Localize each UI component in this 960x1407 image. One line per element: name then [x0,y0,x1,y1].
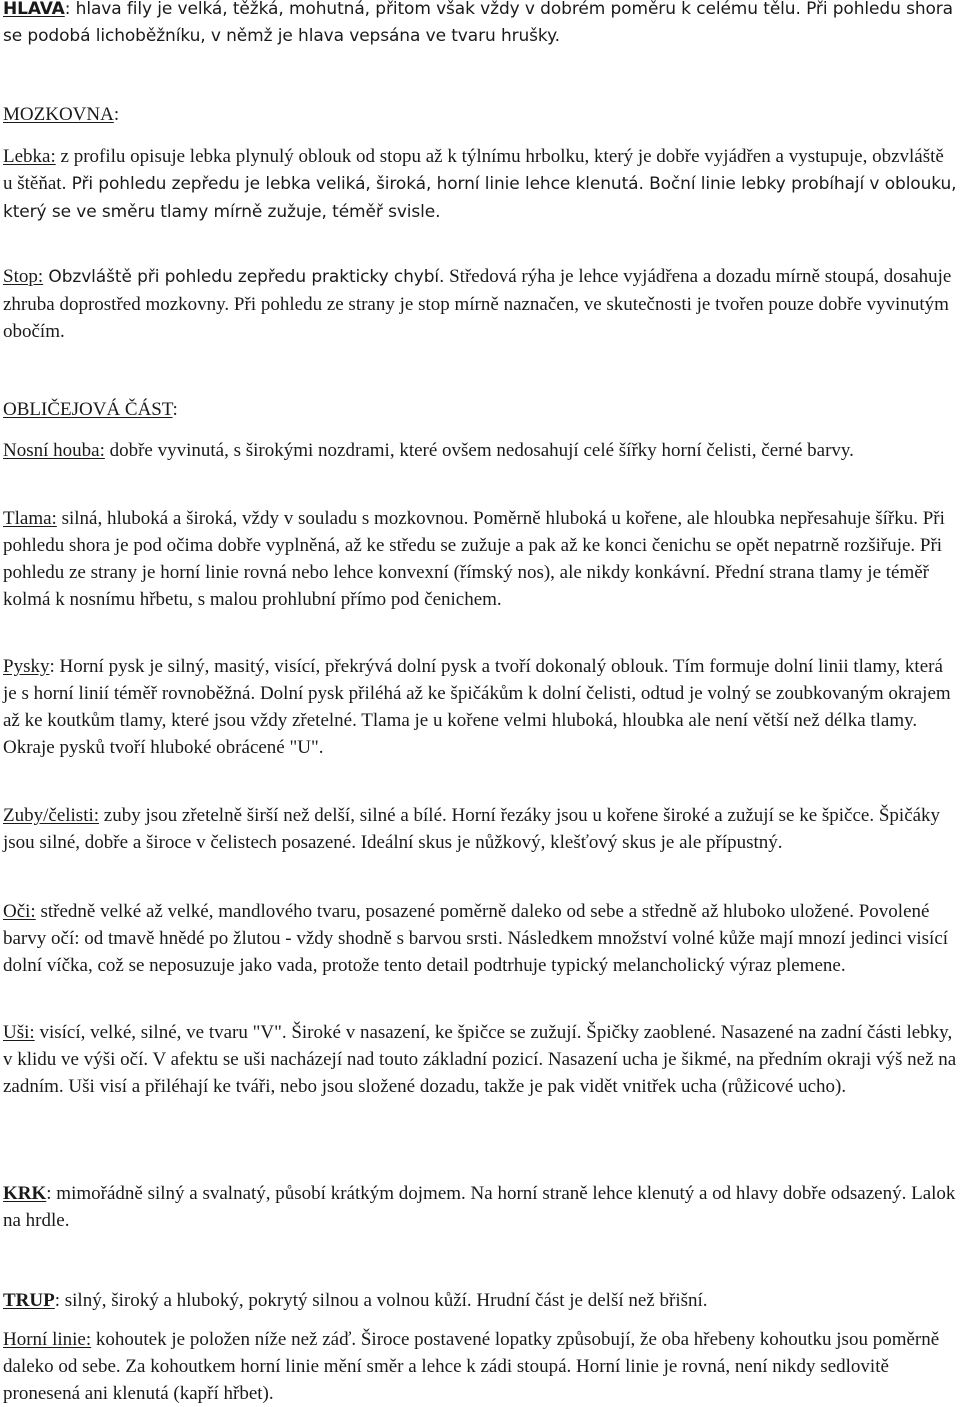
paragraph-krk [3,1180,958,1234]
text-usi: visící, velké, silné, ve tvaru "V". Široké v nasazení, ke špičce se zužují. Špičky zaoblené. Nasazené na zadní části lebky, v klidu ve výši očí. V afektu se uši nacházejí nad touto základní pozicí. Nasazení ucha je šikmé, na předním okraji výš než na zadním. Uši visí a přiléhají ke tváři, nebo jsou složené dozadu, takže je pak vidět vnitřek ucha (růžicové ucho). [3,1022,957,1097]
paragraph-pysky [3,653,958,761]
label-usi: Uši: [3,1022,35,1043]
text-tlama: silná, hluboká a široká, vždy v souladu s mozkovnou. Poměrně hluboká u kořene, ale hloubka nepřesahuje šířku. Při pohledu shora je pod očima dobře vyplněná, až ke středu se zužuje a pak až ke konci čenichu se opět nepatrně rozšiřuje. Při pohledu ze strany je horní linie rovná nebo lehce konvexní (římský nos), ale nikdy konkávní. Přední strana tlamy je téměř kolmá k nosnímu hřbetu, s malou prohlubní přímo pod čenichem. [3,508,945,610]
text-trup: : silný, široký a hluboký, pokrytý silnou a volnou kůží. Hrudní část je delší než břišní. [54,1290,708,1311]
heading-mozkovna [3,101,958,128]
label-tlama: Tlama: [3,508,57,529]
text-horni-linie: kohoutek je položen níže než záď. Široce postavené lopatky způsobují, že oba hřebeny kohoutku jsou poměrně daleko od sebe. Za kohoutkem horní linie mění směr a lehce k zádi stoupá. Horní linie je rovná, není nikdy sedlovitě pronesená ani klenutá (kapří hřbet). [3,1329,940,1404]
heading-oblicejova [3,396,958,423]
text-oblicejova: : [172,399,178,420]
paragraph-hlava [3,0,958,50]
text-lebka-serif: z profilu opisuje lebka plynulý oblouk od stopu až k týlnímu hrbolku, který je dobře vyjádřen a vystupuje, obzvláště u štěňat. [3,146,944,194]
label-zuby: Zuby/čelisti: [3,805,100,826]
label-mozkovna: MOZKOVNA [3,104,114,125]
paragraph-oci [3,898,958,979]
label-oci: Oči: [3,901,36,922]
label-krk: KRK [3,1183,47,1204]
text-stop-sans: Obzvláště při pohledu zepředu prakticky chybí. [43,267,445,287]
paragraph-usi [3,1019,958,1100]
text-krk: : mimořádně silný a svalnatý, působí krátkým dojmem. Na horní straně lehce klenutý a od hlavy dobře odsazený. Lalok na hrdle. [3,1183,956,1231]
label-hlava: HLAVA [3,0,65,19]
text-lebka-sans: Při pohledu zepředu je lebka veliká, široká, horní linie lehce klenutá. Boční linie lebky probíhají v oblouku, který se ve směru tlamy mírně zužuje, téměř svisle. [3,174,957,222]
paragraph-nosni-houba [3,437,958,464]
label-lebka: Lebka: [3,146,56,167]
label-stop: Stop: [3,266,44,287]
paragraph-zuby [3,802,958,856]
label-oblicejova: OBLIČEJOVÁ ČÁST [3,399,173,420]
paragraph-lebka [3,143,958,226]
text-oci: středně velké až velké, mandlového tvaru, posazené poměrně daleko od sebe a středně až hluboko uložené. Povolené barvy očí: od tmavě hnědé po žlutou - vždy shodně s barvou srsti. Následkem množství volné kůže mají mnozí jedinci visící dolní víčka, což se neposuzuje jako vada, protože tento detail podtrhuje typický melancholický výraz plemene. [3,901,949,976]
paragraph-stop [3,263,958,345]
label-trup: TRUP [3,1290,55,1311]
label-nosni-houba: Nosní houba: [3,440,105,461]
label-horni-linie: Horní linie: [3,1329,92,1350]
text-pysky: : Horní pysk je silný, masitý, visící, překrývá dolní pysk a tvoří dokonalý oblouk. Tím formuje dolní linii tlamy, která je s horní linií téměř rovnoběžná. Dolní pysk přiléhá až ke špičákům k dolní čelisti, odtud je volný se zoubkovaným okrajem až ke koutkům tlamy, které jsou vždy zřetelné. Tlama je u kořene velmi hluboká, hloubka ale není větší než délka tlamy. Okraje pysků tvoří hluboké obrácené "U". [3,656,951,758]
label-pysky: Pysky [3,656,50,677]
text-zuby: zuby jsou zřetelně širší než delší, silné a bílé. Horní řezáky jsou u kořene široké a zužují se ke špičce. Špičáky jsou silné, dobře a široce v čelistech posazené. Ideální skus je nůžkový, klešťový skus je ale přípustný. [3,805,941,853]
text-mozkovna: : [113,104,120,125]
text-nosni-houba: dobře vyvinutá, s širokými nozdrami, které ovšem nedosahují celé šířky horní čelisti, černé barvy. [104,440,854,461]
paragraph-tlama [3,505,958,613]
text-hlava: : hlava fily je velká, těžká, mohutná, přitom však vždy v dobrém poměru k celému tělu. Při pohledu shora se podobá lichoběžníku, v němž je hlava vepsána ve tvaru hrušky. [3,0,954,46]
paragraph-horni-linie [3,1326,958,1407]
text-stop-serif: Středová rýha je lehce vyjádřena a dozadu mírně stoupá, dosahuje zhruba doprostřed mozkovny. Při pohledu ze strany je stop mírně naznačen, ve skutečnosti je tvořen pouze dobře vyvinutým obočím. [3,266,952,342]
paragraph-trup [3,1287,958,1314]
